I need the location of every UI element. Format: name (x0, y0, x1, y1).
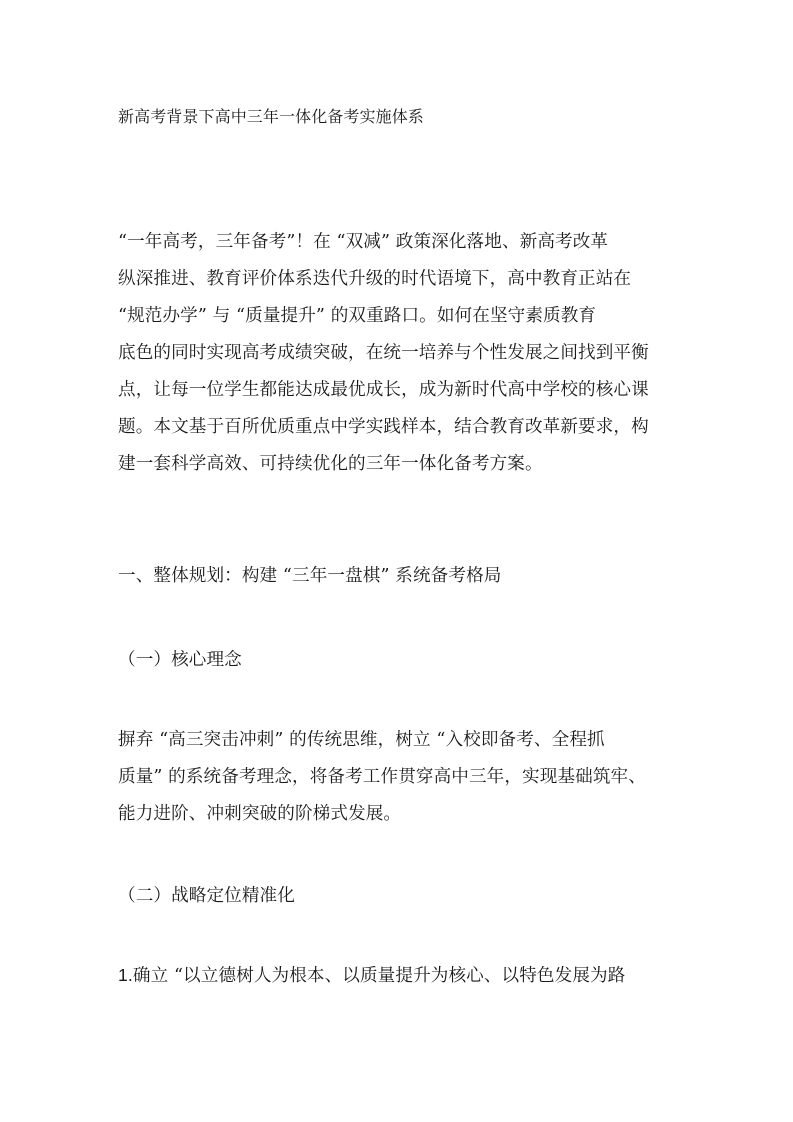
intro-paragraph-line: 建一套科学高效、可持续优化的三年一体化备考方案。 (118, 454, 543, 474)
list-item (118, 964, 625, 987)
subsection-heading: （二）战略定位精准化 (118, 886, 295, 906)
subsection-heading: （一）核心理念 (118, 650, 242, 670)
section-heading: 一、整体规划：构建 “三年一盘棋” 系统备考格局 (118, 566, 502, 586)
subsection-paragraph-line: 摒弃 “高三突击冲刺” 的传统思维，树立 “入校即备考、全程抓 (118, 730, 605, 750)
subsection-paragraph-line: 能力进阶、冲刺突破的阶梯式发展。 (118, 804, 402, 824)
document-title: 新高考背景下高中三年一体化备考实施体系 (118, 107, 424, 126)
intro-paragraph-line: 纵深推进、教育评价体系迭代升级的时代语境下，高中教育正站在 (118, 269, 632, 289)
intro-paragraph-line: “规范办学” 与 “质量提升” 的双重路口。如何在坚守素质教育 (118, 306, 597, 326)
list-item-text: 确立 “以立德树人为根本、以质量提升为核心、以特色发展为路 (132, 966, 626, 986)
intro-paragraph-line: “一年高考，三年备考”！在 “双减” 政策深化落地、新高考改革 (118, 232, 609, 252)
list-item-number: 1. (118, 965, 133, 985)
intro-paragraph-line: 底色的同时实现高考成绩突破，在统一培养与个性发展之间找到平衡 (118, 343, 649, 363)
intro-paragraph-line: 题。本文基于百所优质重点中学实践样本，结合教育改革新要求，构 (118, 417, 649, 437)
subsection-paragraph-line: 质量” 的系统备考理念，将备考工作贯穿高中三年，实现基础筑牢、 (118, 767, 646, 787)
intro-paragraph-line: 点，让每一位学生都能达成最优成长，成为新时代高中学校的核心课 (118, 380, 649, 400)
